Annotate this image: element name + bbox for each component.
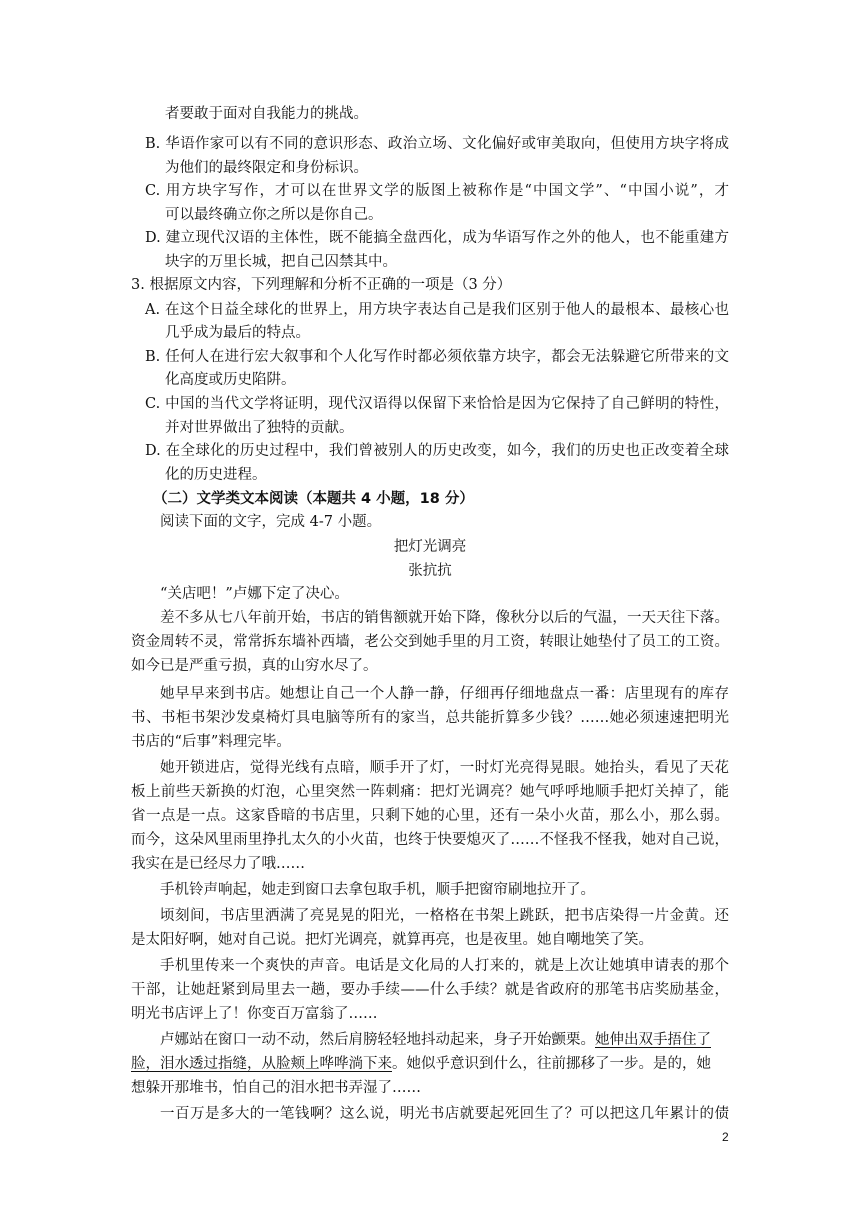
story-paragraph-5: 手机铃声响起，她走到窗口去拿包取手机，顺手把窗帘刷地拉开了。 xyxy=(160,882,595,898)
story-paragraph-6-line-1: 顷刻间，书店里洒满了亮晃晃的阳光，一格格在书架上跳跃，把书店染得一片金黄。还 xyxy=(160,908,729,924)
story-paragraph-3-line-2: 书、书柜书架沙发桌椅灯具电脑等所有的家当，总共能折算多少钱？……她必须速速把明光 xyxy=(131,710,729,726)
story-paragraph-4-line-1: 她开锁进店，觉得光线有点暗，顺手开了灯，一时灯光亮得晃眼。她抬头，看见了天花 xyxy=(160,760,729,776)
story-paragraph-2-line-2: 资金周转不灵，常常拆东墙补西墙，老公交到她手里的月工资，转眼让她垫付了员工的工资。 xyxy=(131,634,729,650)
story-paragraph-4-line-4: 而今，这朵风里雨里挣扎太久的小火苗，也终于快要熄灭了……不怪我不怪我，她对自己说， xyxy=(131,832,729,848)
q3-option-d-continued: 化的历史进程。 xyxy=(165,467,267,483)
q3-option-a: A. 在这个日益全球化的世界上，用方块字表达自己是我们区别于他人的最根本、最核心也 xyxy=(145,302,729,318)
story-author: 张抗抗 xyxy=(408,563,452,579)
q3-option-b: B. 任何人在进行宏大叙事和个人化写作时都必须依靠方块字，都会无法躲避它所带来的文 xyxy=(145,349,729,365)
story-paragraph-4-line-5: 我实在是已经尽力了哦…… xyxy=(131,856,305,872)
story-paragraph-8-line-1 xyxy=(160,1030,711,1050)
story-paragraph-8-text-b: 。她似乎意识到什么，往前挪移了一步。是的，她 xyxy=(392,1056,711,1072)
q2-option-b-continued: 为他们的最终限定和身份标识。 xyxy=(165,160,368,176)
story-paragraph-2-line-3: 如今已是严重亏损，真的山穷水尽了。 xyxy=(131,658,378,674)
story-paragraph-2-line-1: 差不多从七八年前开始，书店的销售额就开始下降，像秋分以后的气温，一天天往下落。 xyxy=(160,610,729,626)
q3-option-c-continued: 并对世界做出了独特的贡献。 xyxy=(165,420,354,436)
story-paragraph-7-line-1: 手机里传来一个爽快的声音。电话是文化局的人打来的，就是上次让她填申请表的那个 xyxy=(160,958,729,974)
story-paragraph-8-line-3: 想躲开那堆书，怕自己的泪水把书弄湿了…… xyxy=(131,1080,421,1096)
q2-option-b: B. 华语作家可以有不同的意识形态、政治立场、文化偏好或审美取向，但使用方块字将成 xyxy=(145,136,729,152)
q3-option-c: C. 中国的当代文学将证明，现代汉语得以保留下来恰恰是因为它保持了自己鲜明的特性， xyxy=(145,396,729,412)
story-paragraph-7-line-3: 明光书店评上了！你变百万富翁了…… xyxy=(131,1006,378,1022)
story-title: 把灯光调亮 xyxy=(393,539,467,555)
q3-stem: 3. 根据原文内容，下列理解和分析不正确的一项是（3 分） xyxy=(131,277,512,293)
page-number: 2 xyxy=(722,1130,729,1144)
q2-option-d-continued: 块字的万里长城，把自己囚禁其中。 xyxy=(165,254,397,270)
story-paragraph-3-line-3: 书店的“后事”料理完毕。 xyxy=(131,734,291,750)
q2-option-d: D. 建立现代汉语的主体性，既不能搞全盘西化，成为华语写作之外的他人，也不能重建方 xyxy=(145,230,729,246)
story-paragraph-4-line-3: 省一点是一点。这家昏暗的书店里，只剩下她的心里，还有一朵小火苗，那么小，那么弱。 xyxy=(131,808,729,824)
story-paragraph-7-line-2: 干部，让她赶紧到局里去一趟，要办手续——什么手续？就是省政府的那笔书店奖励基金， xyxy=(131,982,729,998)
q3-option-d: D. 在全球化的历史过程中，我们曾被别人的历史改变，如今，我们的历史也正改变着全球 xyxy=(145,443,729,459)
q2-option-c: C. 用方块字写作，才可以在世界文学的版图上被称作是“中国文学”、“中国小说”，才 xyxy=(145,183,729,199)
q3-option-a-continued: 几乎成为最后的特点。 xyxy=(165,325,310,341)
q2-option-c-continued: 可以最终确立你之所以是你自己。 xyxy=(165,207,383,223)
section-instruction: 阅读下面的文字，完成 4-7 小题。 xyxy=(160,514,382,530)
q2-option-a-continued: 者要敢于面对自我能力的挑战。 xyxy=(165,106,368,122)
q3-option-b-continued: 化高度或历史陷阱。 xyxy=(165,372,296,388)
story-paragraph-1: “关店吧！”卢娜下定了决心。 xyxy=(160,586,349,602)
story-paragraph-4-line-2: 板上前些天新换的灯泡，心里突然一阵刺痛：把灯光调亮？她气呼呼地顺手把灯关掉了，能 xyxy=(131,784,729,800)
story-paragraph-8-line-2 xyxy=(131,1054,711,1074)
story-paragraph-3-line-1: 她早早来到书店。她想让自己一个人静一静，仔细再仔细地盘点一番：店里现有的库存 xyxy=(160,686,729,702)
underlined-sentence-part-1: 她伸出双手捂住了 xyxy=(595,1032,711,1048)
story-paragraph-9-line-1: 一百万是多大的一笔钱啊？这么说，明光书店就要起死回生了？可以把这几年累计的债 xyxy=(160,1106,729,1122)
story-paragraph-8-text-a: 卢娜站在窗口一动不动，然后肩膀轻轻地抖动起来，身子开始颤栗。 xyxy=(160,1032,595,1048)
story-paragraph-6-line-2: 是太阳好啊，她对自己说。把灯光调亮，就算再亮，也是夜里。她自嘲地笑了笑。 xyxy=(131,932,653,948)
underlined-sentence-part-2: 脸，泪水透过指缝，从脸颊上哗哗淌下来 xyxy=(131,1056,392,1072)
section-heading: （二）文学类文本阅读（本题共 4 小题，18 分） xyxy=(153,491,474,507)
